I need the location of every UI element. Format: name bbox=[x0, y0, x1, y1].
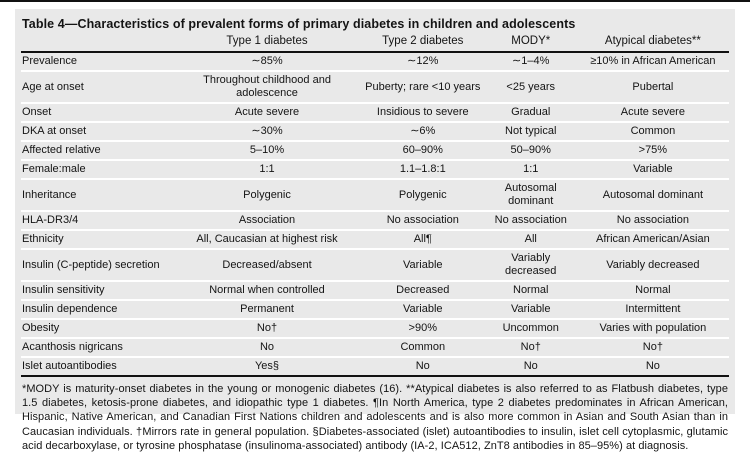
cell-type2: >90% bbox=[361, 319, 485, 338]
cell-type2: 1.1–1.8:1 bbox=[361, 160, 485, 179]
cell-mody: Uncommon bbox=[485, 319, 577, 338]
row-label: Insulin (C-peptide) secretion bbox=[21, 249, 173, 281]
cell-type2: No bbox=[361, 357, 485, 376]
cell-mody: No† bbox=[485, 338, 577, 357]
table-row bbox=[21, 122, 729, 141]
cell-mody: 1:1 bbox=[485, 160, 577, 179]
cell-atypical: Acute severe bbox=[577, 103, 729, 122]
cell-mody: No association bbox=[485, 211, 577, 230]
cell-atypical: ≥10% in African American bbox=[577, 52, 729, 71]
cell-atypical: Variable bbox=[577, 160, 729, 179]
cell-mody: ∼1–4% bbox=[485, 52, 577, 71]
cell-atypical: >75% bbox=[577, 141, 729, 160]
cell-mody: 50–90% bbox=[485, 141, 577, 160]
cell-atypical: No bbox=[577, 357, 729, 376]
row-label: Female:male bbox=[21, 160, 173, 179]
row-label: Insulin sensitivity bbox=[21, 281, 173, 300]
header-empty bbox=[21, 35, 173, 52]
row-label: Onset bbox=[21, 103, 173, 122]
diabetes-characteristics-table bbox=[21, 35, 729, 377]
header-mody: MODY* bbox=[485, 35, 577, 52]
table-row bbox=[21, 71, 729, 103]
cell-atypical: Pubertal bbox=[577, 71, 729, 103]
table-footnote: *MODY is maturity-onset diabetes in the young or monogenic diabetes (16). **Atypical diabetes is also referred to as Flatbush diabetes, type 1.5 diabetes, ketosis-prone diabetes, and idiopathic type 1 diabetes. ¶In North America, type 2 diabetes predominates in African American, Hispanic, Native American, and Canadian First Nations children and adolescents and is also more common in Asian and South Asian than in Caucasian individuals. †Mirrors rate in general population. §Diabetes-associated (islet) autoantibodies to insulin, islet cell cytoplasmic, glutamic acid decarboxylase, or tyrosine phosphatase (insulinoma-associated) antibody (IA-2, ICA512, ZnT8 antibodies in 85–95%) at diagnosis. bbox=[22, 383, 728, 452]
cell-atypical: No† bbox=[577, 338, 729, 357]
header-atypical-diabetes: Atypical diabetes** bbox=[577, 35, 729, 52]
table-row bbox=[21, 160, 729, 179]
row-label: Affected relative bbox=[21, 141, 173, 160]
table-row bbox=[21, 319, 729, 338]
table-row bbox=[21, 52, 729, 71]
cell-type1: Acute severe bbox=[173, 103, 361, 122]
table-row bbox=[21, 357, 729, 376]
table-row bbox=[21, 281, 729, 300]
cell-type1: Throughout childhood and adolescence bbox=[173, 71, 361, 103]
cell-type1: No bbox=[173, 338, 361, 357]
cell-type2: No association bbox=[361, 211, 485, 230]
cell-type2: 60–90% bbox=[361, 141, 485, 160]
cell-type1: Permanent bbox=[173, 300, 361, 319]
cell-atypical: Common bbox=[577, 122, 729, 141]
row-label: Insulin dependence bbox=[21, 300, 173, 319]
row-label: Inheritance bbox=[21, 179, 173, 211]
cell-type1: Normal when controlled bbox=[173, 281, 361, 300]
table-title: Table 4—Characteristics of prevalent forms of primary diabetes in children and adolescents bbox=[22, 17, 576, 31]
table-row bbox=[21, 249, 729, 281]
cell-type2: Variable bbox=[361, 300, 485, 319]
row-label: Obesity bbox=[21, 319, 173, 338]
table-row bbox=[21, 338, 729, 357]
page-top-rule bbox=[0, 0, 750, 2]
table-row bbox=[21, 141, 729, 160]
table-row bbox=[21, 300, 729, 319]
row-label: HLA-DR3/4 bbox=[21, 211, 173, 230]
cell-atypical: No association bbox=[577, 211, 729, 230]
cell-mody: Variable bbox=[485, 300, 577, 319]
row-label: Age at onset bbox=[21, 71, 173, 103]
cell-mody: Gradual bbox=[485, 103, 577, 122]
table-panel bbox=[15, 9, 735, 452]
cell-type1: 5–10% bbox=[173, 141, 361, 160]
cell-mody: No bbox=[485, 357, 577, 376]
cell-type2: Puberty; rare <10 years bbox=[361, 71, 485, 103]
cell-mody: Autosomal dominant bbox=[485, 179, 577, 211]
cell-type1: All, Caucasian at highest risk bbox=[173, 230, 361, 249]
row-label: Islet autoantibodies bbox=[21, 357, 173, 376]
row-label: Acanthosis nigricans bbox=[21, 338, 173, 357]
cell-type1: No† bbox=[173, 319, 361, 338]
table-row bbox=[21, 103, 729, 122]
row-label: Ethnicity bbox=[21, 230, 173, 249]
cell-type2: ∼12% bbox=[361, 52, 485, 71]
cell-type2: All¶ bbox=[361, 230, 485, 249]
cell-atypical: Variably decreased bbox=[577, 249, 729, 281]
cell-atypical: Intermittent bbox=[577, 300, 729, 319]
header-type1-diabetes: Type 1 diabetes bbox=[173, 35, 361, 52]
table-header-row bbox=[21, 35, 729, 52]
cell-type2: ∼6% bbox=[361, 122, 485, 141]
cell-atypical: Varies with population bbox=[577, 319, 729, 338]
table-row bbox=[21, 211, 729, 230]
cell-mody: <25 years bbox=[485, 71, 577, 103]
cell-atypical: Normal bbox=[577, 281, 729, 300]
cell-type1: Polygenic bbox=[173, 179, 361, 211]
cell-type2: Common bbox=[361, 338, 485, 357]
header-type2-diabetes: Type 2 diabetes bbox=[361, 35, 485, 52]
cell-type1: ∼85% bbox=[173, 52, 361, 71]
cell-type2: Decreased bbox=[361, 281, 485, 300]
cell-mody: Variably decreased bbox=[485, 249, 577, 281]
table-row bbox=[21, 230, 729, 249]
row-label: Prevalence bbox=[21, 52, 173, 71]
cell-type1: 1:1 bbox=[173, 160, 361, 179]
cell-type2: Variable bbox=[361, 249, 485, 281]
cell-type2: Insidious to severe bbox=[361, 103, 485, 122]
cell-type1: Association bbox=[173, 211, 361, 230]
cell-mody: Normal bbox=[485, 281, 577, 300]
cell-mody: All bbox=[485, 230, 577, 249]
table-row bbox=[21, 179, 729, 211]
cell-atypical: African American/Asian bbox=[577, 230, 729, 249]
cell-type1: Decreased/absent bbox=[173, 249, 361, 281]
cell-atypical: Autosomal dominant bbox=[577, 179, 729, 211]
cell-type1: ∼30% bbox=[173, 122, 361, 141]
cell-type1: Yes§ bbox=[173, 357, 361, 376]
cell-mody: Not typical bbox=[485, 122, 577, 141]
cell-type2: Polygenic bbox=[361, 179, 485, 211]
row-label: DKA at onset bbox=[21, 122, 173, 141]
